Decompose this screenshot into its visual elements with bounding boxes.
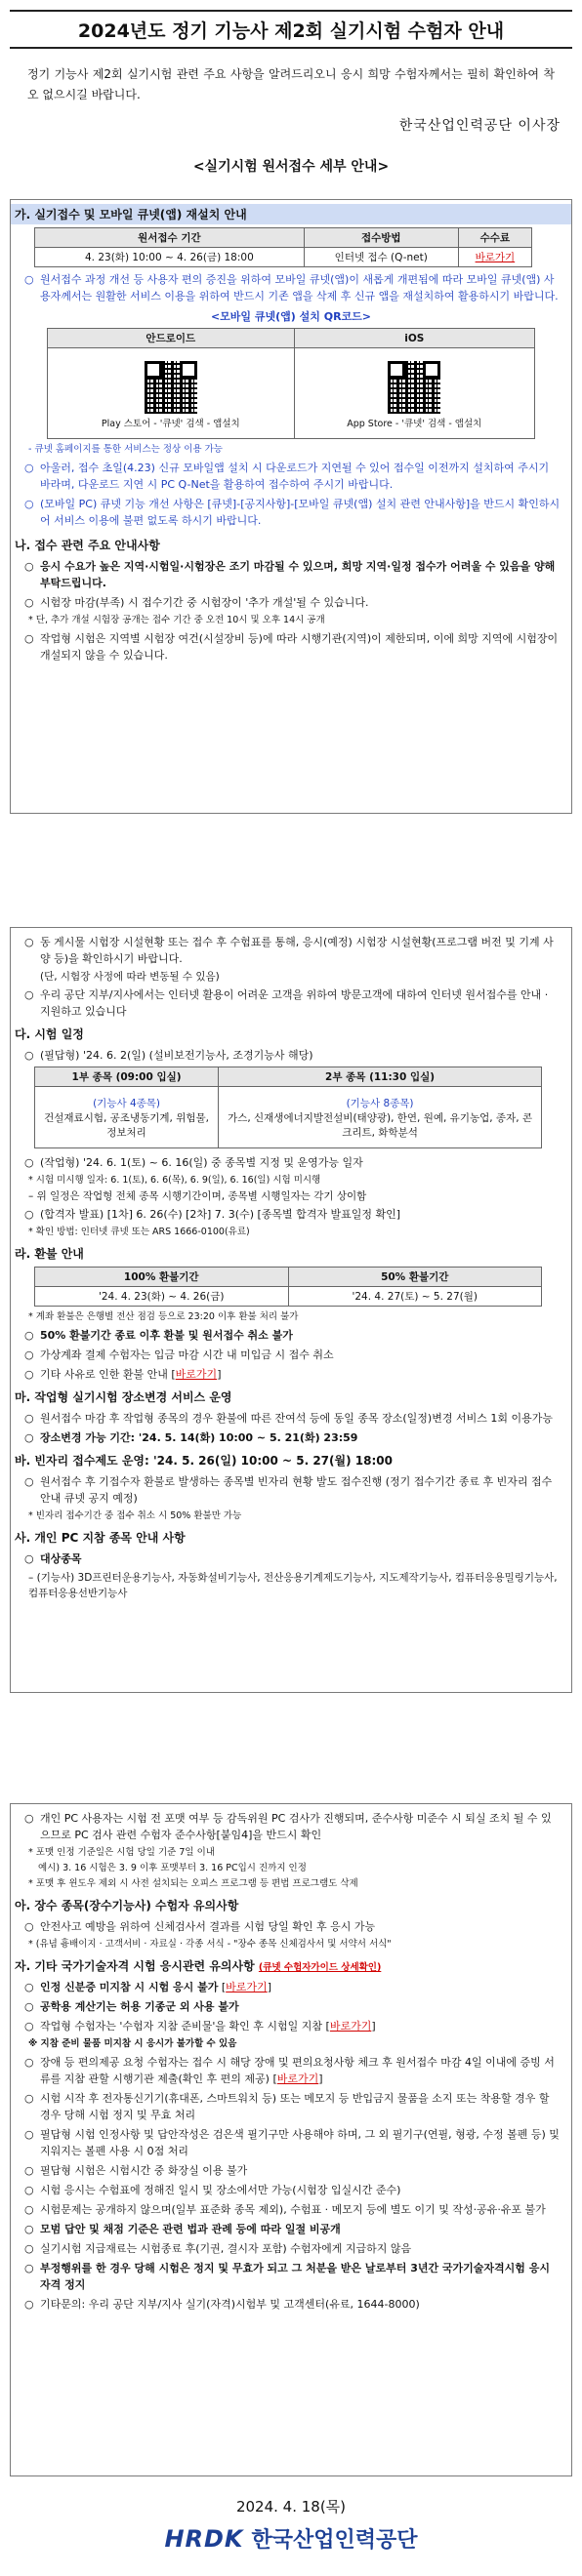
list-item: ○ 대상종목 (24, 1552, 82, 1565)
intro-text: 정기 기능사 제2회 실기시험 관련 주요 사항을 알려드리오니 응시 희망 수험자께서는 필히 확인하여 착오 없으시길 바랍니다. (27, 67, 555, 101)
list-item: ○ 기타 사유로 인한 환불 안내 [바로가기] (24, 1368, 222, 1381)
table-header: 50% 환불기간 (288, 1268, 542, 1287)
notice-date: 2024. 4. 18(목) (235, 2498, 347, 2516)
section-na-heading: 나. 접수 관련 주요 안내사항 (15, 539, 160, 552)
section-ra-heading: 라. 환불 안내 (15, 1247, 84, 1261)
list-item: ○ 인정 신분증 미지참 시 시험 응시 불가 [바로가기] (24, 1981, 271, 1993)
section-subtitle: <실기시험 원서접수 세부 안내> (192, 159, 390, 175)
list-item: ○ 작업형 수험자는 '수험자 지참 준비물'을 확인 후 시험일 지참 [바로가기] (24, 2020, 376, 2033)
list-item: ○ 원서접수 마감 후 작업형 종목의 경우 환불에 따른 잔여석 등에 동일 종목 장소(일정)변경 서비스 1회 이용가능 (24, 1412, 553, 1425)
section-ja-heading: 자. 기타 국가기술자격 시험 응시관련 유의사항 (큐넷 수험자가이드 상세확인) (15, 1959, 382, 1973)
section-da-heading: 다. 시험 일정 (15, 1027, 84, 1041)
list-item: ○ (합격자 발표) [1차] 6. 26(수) [2차] 7. 3(수) [종목별 합격자 발표일정 확인] (24, 1208, 401, 1221)
hrdk-logo (0, 2523, 582, 2554)
fee-link[interactable]: 바로가기 (475, 252, 516, 263)
mobile-pc-note: ○ (모바일 PC) 큐넷 기능 개선 사항은 [큐넷]-[공지사항]-[모바일 큐넷(앱) 설치 관련 안내사항]을 반드시 확인하시어 서비스 이용에 불편 없도록 하시기 바랍니다. (24, 498, 561, 527)
list-item: ○ 모범 답안 및 채점 기준은 관련 법과 관례 등에 따라 일절 비공개 (24, 2223, 341, 2235)
android-qr-code-icon[interactable] (145, 361, 197, 414)
list-sub-item: * 포맷 후 윈도우 제외 시 사전 설치되는 오피스 프로그램 등 편법 프로그램도 삭제 (28, 1878, 358, 1889)
download-delay-note: ○ 아울러, 접수 초일(4.23) 신규 모바일앱 설치 시 다운로드가 지연될 수 있어 접수일 이전까지 설치하여 주시기 바라며, 다운로드 지연 시 PC Q-Net을 활용하여 접수하여 주시기 바랍니다. (24, 462, 550, 491)
logo-mark: HRDK (164, 2524, 244, 2553)
table-header: 100% 환불기간 (35, 1268, 289, 1287)
list-item: ○ 기타문의: 우리 공단 지부/지사 실기(자격)시험부 및 고객센터(유료, 1644-8000) (24, 2298, 420, 2311)
refund-table (34, 1267, 542, 1307)
list-item: ○ 원서접수 후 기접수자 환불로 발생하는 종목별 빈자리 현황 발도 접수진행 (정기 접수기간 종료 후 빈자리 접수안내 큐넷 공지 예정) (24, 1475, 553, 1505)
list-item: ○ 개인 PC 사용자는 시험 전 포맷 여부 등 감독위원 PC 검사가 진행되며, 준수사항 미준수 시 퇴실 조치 될 수 있으므로 PC 검사 관련 수험자 준수사항[붙임4]을 반드시 확인 (24, 1812, 552, 1841)
note-text: 원서접수 과정 개선 등 사용자 편의 증진을 위하여 모바일 큐넷(앱)이 새롭게 개편됨에 따라 모바일 큐넷(앱) 사용자께서는 원활한 서비스 이용을 위하여 반드시 기존 앱을 삭제 후 신규 앱을 재설치하여 활용하시기 바랍니다. (40, 273, 559, 302)
list-item: ○ 50% 환불기간 종료 이후 환불 및 원서접수 취소 불가 (24, 1329, 293, 1342)
list-item: ○ 필답형 시험은 시험시간 중 화장실 이용 불가 (24, 2164, 248, 2177)
homepage-note: - 큐넷 홈페이지를 통한 서비스는 정상 이용 가능 (28, 444, 223, 455)
list-item: ○ 응시 수요가 높은 지역·시험일·시험장은 조기 마감될 수 있으며, 희망 지역·일정 접수가 어려울 수 있음을 양해 부탁드립니다. (24, 560, 556, 589)
application-info-box (10, 199, 572, 814)
section-ba-heading: 바. 빈자리 접수제도 운영: '24. 5. 26(일) 10:00 ~ 5. 27(월) 18:00 (15, 1454, 393, 1468)
list-item: ○ 가상계좌 결제 수험자는 입금 마감 시간 내 미입금 시 접수 취소 (24, 1348, 334, 1361)
table-cell: '24. 4. 23(화) ~ 4. 26(금) (35, 1287, 289, 1307)
list-item: ○ 공학용 계산기는 허용 기종군 외 사용 불가 (24, 2000, 239, 2013)
list-item: ○ 시험 시작 후 전자통신기기(휴대폰, 스마트워치 등) 또는 메모지 등 반입금지 물품을 소지 또는 착용할 경우 할 경우 당해 시험 정지 및 무효 처리 (24, 2092, 550, 2121)
qr-title: <모바일 큐넷(앱) 설치 QR코드> (210, 310, 372, 323)
list-sub-item: – 위 일정은 작업형 전체 종목 시행기간이며, 종목별 시행일자는 각기 상이함 (28, 1190, 367, 1202)
table-cell: '24. 4. 27(토) ~ 5. 27(월) (288, 1287, 542, 1307)
list-sub-item: ※ 지참 준비 물품 미지참 시 응시가 불가할 수 있음 (28, 2038, 237, 2049)
list-sub-item: * 빈자리 접수기간 중 접수 취소 시 50% 환불만 가능 (28, 1510, 242, 1521)
list-item: ○ 안전사고 예방을 위하여 신체검사서 결과를 시험 당일 확인 후 응시 가능 (24, 1920, 376, 1933)
table-cell: 4. 23(화) 10:00 ~ 4. 26(금) 18:00 (35, 248, 305, 267)
list-sub-item: – (기능사) 3D프린터운용기능사, 자동화설비기능사, 전산응용기계제도기능사, 지도제작기능사, 컴퓨터응용밀링기능사, 컴퓨터응용선반기능사 (28, 1572, 558, 1599)
list-sub-item: * 단, 추가 개설 시험장 공개는 접수 기간 중 오전 10시 및 오후 14시 공개 (28, 615, 325, 625)
list-item: ○ 시험장 마감(부족) 시 접수기간 중 시험장이 '추가 개설'될 수 있습니다. (24, 596, 369, 609)
section-ma-heading: 마. 작업형 실기시험 장소변경 서비스 운영 (15, 1390, 232, 1404)
ios-qr-code-icon[interactable] (388, 361, 440, 414)
section-sa-heading: 사. 개인 PC 지참 종목 안내 사항 (15, 1531, 186, 1545)
page-title: 2024년도 정기 기능사 제2회 실기시험 수험자 안내 (10, 10, 572, 49)
refund-other-link[interactable]: 바로가기 (175, 1368, 218, 1381)
list-item: ○ 우리 공단 지부/지사에서는 인터넷 활용이 어려운 고객을 위하여 방문고객에 대하여 인터넷 원서접수를 안내 · 지원하고 있습니다 (24, 988, 549, 1018)
application-period-table (34, 227, 532, 267)
org-signature: 한국산업인력공단 이사장 (398, 118, 561, 134)
list-sub-item: 예시) 3. 16 시험은 3. 9 이후 포맷부터 3. 16 PC입시 진까지 인정 (38, 1863, 307, 1873)
written-exam-table (34, 1067, 542, 1148)
table-header: 안드로이드 (48, 329, 295, 348)
section-ga-heading: 가. 실기접수 및 모바일 큐넷(앱) 재설치 안내 (11, 204, 571, 224)
list-item: ○ 작업형 시험은 지역별 시험장 여건(시설장비 등)에 따라 시행기관(지역)이 제한되며, 이에 희망 지역에 시험장이 개설되지 않을 수 있습니다. (24, 632, 559, 662)
android-caption: Play 스토어 - '큐넷' 검색 - 앱설치 (101, 419, 240, 429)
table-cell: 가스, 신재생에너지발전설비(태양광), 한연, 원예, 유기농업, 종자, 콘크리트, 화학분석 (228, 1111, 533, 1139)
notice-page (0, 10, 582, 2576)
list-sub-item: * (유념 흉배이지 · 고객서비 · 자료실 · 각종 서식 - "장수 종목 신체검사서 및 서약서 서식" (28, 1939, 392, 1950)
logo-name: 한국산업인력공단 (251, 2528, 418, 2553)
list-sub-item: * 계좌 환불은 은행별 전산 점검 등으로 23:20 이후 환불 처리 불가 (28, 1311, 299, 1322)
supplies-link[interactable]: 바로가기 (329, 2020, 372, 2033)
list-item: ○ 시험 응시는 수험표에 정해진 일시 및 장소에서만 가능(시험장 입실시간 준수) (24, 2184, 401, 2196)
list-item: ○ 장애 등 편의제공 요청 수험자는 접수 시 해당 장애 및 편의요청사항 체크 후 원서접수 마감 4일 이내에 증빙 서류를 지참 관할 시행기관 제출(확인 후 편의 제공) [바로가기] (24, 2056, 555, 2085)
list-sub-item: (단, 시험장 사정에 따라 변동될 수 있음) (40, 971, 220, 983)
table-header: 원서접수 기간 (35, 228, 305, 248)
list-item: ○ 부정행위를 한 경우 당해 시험은 정지 및 무효가 되고 그 처분을 받은 날로부터 3년간 국가기술자격시험 응시 자격 정지 (24, 2262, 551, 2291)
precautions-box (10, 1803, 572, 2476)
list-item: ○ (작업형) '24. 6. 1(토) ~ 6. 16(일) 중 종목별 지정 및 운영가능 일자 (24, 1156, 363, 1169)
list-item: ○ 실기시험 지급재료는 시험종료 후(기권, 결시자 포함) 수험자에게 지급하지 않음 (24, 2242, 412, 2255)
table-header: iOS (294, 329, 534, 348)
circle-bullet-icon: ○ (24, 273, 34, 286)
list-sub-item: * 확인 방법: 인터넷 큐넷 또는 ARS 1666-0100(유료) (28, 1227, 250, 1237)
id-card-link[interactable]: 바로가기 (226, 1981, 268, 1993)
list-item: ○ (필답형) '24. 6. 2(일) (설비보전기능사, 조경기능사 해당) (24, 1049, 313, 1062)
table-header: 2부 종목 (11:30 입실) (219, 1067, 542, 1087)
table-header: 수수료 (458, 228, 531, 248)
exam-schedule-box (10, 927, 572, 1693)
accessibility-link[interactable]: 바로가기 (276, 2073, 319, 2085)
table-cell: (기능사 4종목) (93, 1097, 161, 1109)
table-cell: 건설재료시험, 공조냉동기계, 위험물, 정보처리 (44, 1111, 209, 1139)
list-item: ○ 동 게시물 시험장 시설현황 또는 접수 후 수험표를 통해, 응시(예정) 시험장 시설현황(프로그램 버전 및 기계 사양 등)을 확인하시기 바랍니다. (24, 936, 554, 965)
list-item: ○ 시험문제는 공개하지 않으며(일부 표준화 종목 제외), 수험표 · 메모지 등에 별도 이기 및 작성·공유·유포 불가 (24, 2203, 546, 2216)
table-header: 1부 종목 (09:00 입실) (35, 1067, 219, 1087)
qr-code-table (47, 328, 535, 439)
ios-caption: App Store - '큐넷' 검색 - 앱설치 (347, 419, 482, 429)
table-cell: 인터넷 접수 (Q-net) (304, 248, 458, 267)
guide-link[interactable]: (큐넷 수험자가이드 상세확인) (258, 1962, 382, 1973)
list-sub-item: * 포맷 인정 기준일은 시험 당일 기준 7일 이내 (28, 1847, 215, 1858)
app-reinstall-note (19, 271, 561, 304)
table-cell: (기능사 8종목) (346, 1097, 414, 1109)
list-item: ○ 장소변경 가능 기간: '24. 5. 14(화) 10:00 ~ 5. 21(화) 23:59 (24, 1431, 358, 1444)
list-item: ○ 필답형 시험 인정사항 및 답안작성은 검은색 필기구만 사용해야 하며, 그 외 필기구(연필, 형광, 수정 볼펜 등) 및 지워지는 볼펜 사용 시 0점 처리 (24, 2128, 560, 2157)
list-sub-item: * 시험 미시행 일자: 6. 1(토), 6. 6(목), 6. 9(일), 6. 16(일) 시험 미시행 (28, 1175, 321, 1186)
table-header: 접수방법 (304, 228, 458, 248)
section-a-heading: 아. 장수 종목(장수기능사) 수험자 유의사항 (15, 1899, 239, 1912)
